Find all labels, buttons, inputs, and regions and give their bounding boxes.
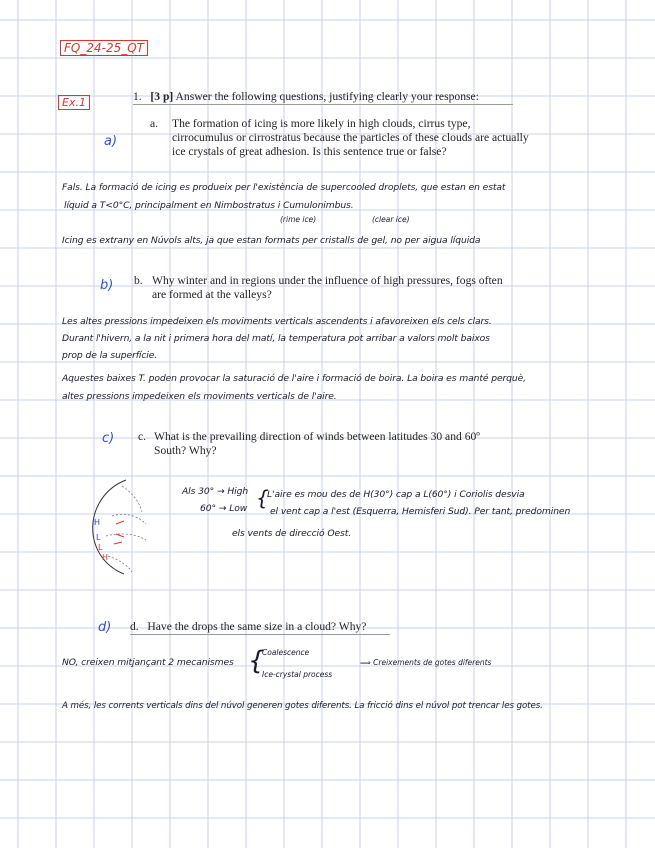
part-a-line-2: cirrocumulus or cirrostratus because the particles of these clouds are actually [172, 131, 529, 144]
part-b-marker: b) [100, 278, 114, 293]
part-b-answer-4: Aquestes baixes T. poden provocar la saturació de l'aire i formació de boira. La boira es manté perquè, [62, 373, 526, 384]
part-d-line-1: Have the drops the same size in a cloud? Why? [147, 620, 367, 633]
part-b-line-1: Why winter and in regions under the influence of high pressures, fogs often [152, 274, 503, 287]
part-c-answer-2: el vent cap a l'est (Esquerra, Hemisferi Sud). Per tant, predominen [270, 506, 571, 517]
part-a-answer-1: Fals. La formació de icing es produeix per l'existència de supercooled droplets, que estan en estat [62, 182, 506, 193]
part-c-question [154, 430, 574, 458]
part-a-letter: a. [150, 117, 159, 130]
part-d-letter: d. [130, 620, 139, 633]
cell-arc-4 [108, 556, 132, 572]
sketch-label-h1: H [94, 518, 101, 527]
part-d-answer-2: A més, les corrents verticals dins del núvol generen gotes diferents. La fricció dins el núvol pot trencar les gotes. [62, 701, 543, 711]
part-d-ice-crystal: Ice-crystal process [262, 670, 333, 679]
part-b-question [152, 274, 572, 302]
sketch-label-h2: H [102, 553, 109, 562]
exercise-tag: Ex.1 [62, 96, 86, 109]
sketch-label-l2: L [98, 543, 103, 552]
part-a-note-clear: (clear ice) [372, 215, 410, 224]
part-d-result: ⟹ Creixements de gotes diferents [360, 658, 492, 667]
part-c-letter: c. [138, 430, 147, 443]
globe-sketch [66, 476, 176, 576]
part-a-marker: a) [104, 134, 118, 149]
part-b-answer-3: prop de la superfície. [62, 350, 158, 361]
part-c-marker: c) [102, 431, 115, 446]
exercise-tag-box [58, 95, 90, 110]
part-c-answer-3: els vents de direcció Oest. [232, 528, 352, 539]
part-c-answer-1: L'aire es mou des de H(30°) cap a L(60°) i Coriolis desvia [267, 489, 525, 500]
question-prompt: Answer the following questions, justifying clearly your response: [175, 90, 479, 103]
exam-code: FQ_24-25_QT [64, 41, 144, 55]
part-a-answer-2: líquid a T<0°C, principalment en Nimbostratus i Cumulonimbus. [64, 200, 354, 211]
part-b-letter: b. [134, 274, 143, 287]
part-d-answer-1: NO, creixen mitjançant 2 mecanismes [62, 657, 234, 668]
part-d-question [130, 620, 390, 635]
part-d-coalescence: Coalescence [262, 648, 310, 657]
part-a-answer-3: Icing es extrany en Núvols alts, ja que estan formats per cristalls de gel, no per aigua líquida [62, 235, 481, 246]
part-b-answer-2: Durant l'hivern, a la nit i primera hora del matí, la temperatura pot arribar a valors molt baixos [62, 333, 490, 344]
part-d-marker: d) [98, 620, 112, 635]
part-c-answer-high: Als 30° → High [182, 486, 249, 497]
globe-outline [93, 480, 126, 574]
cell-arc-3 [106, 534, 146, 540]
part-d-brace: { [248, 646, 265, 676]
part-b-answer-1: Les altes pressions impedeixen els moviments verticals ascendents i afavoreixen els cels clars. [62, 316, 492, 327]
part-c-answer-low: 60° → Low [200, 503, 248, 514]
part-c-brace: { [256, 486, 269, 510]
part-a-question [172, 117, 582, 159]
question-stem [133, 90, 513, 105]
exam-code-box [60, 40, 148, 56]
part-a-note-rime: (rime ice) [280, 215, 317, 224]
sketch-label-l1: L [96, 533, 101, 542]
cell-arc-1 [122, 486, 142, 512]
question-points: [3 p] [150, 90, 174, 103]
part-b-line-2: are formed at the valleys? [152, 288, 272, 301]
question-number: 1. [133, 90, 142, 103]
part-a-line-1: The formation of icing is more likely in high clouds, cirrus type, [172, 117, 471, 130]
cell-arc-2 [112, 514, 146, 524]
wind-arrows [114, 521, 124, 544]
part-c-line-2: South? Why? [154, 444, 217, 457]
part-b-answer-5: altes pressions impedeixen els moviments verticals de l'aire. [62, 391, 337, 402]
part-c-line-1: What is the prevailing direction of winds between latitudes 30 and 60º [154, 430, 480, 443]
part-a-line-3: ice crystals of great adhesion. Is this sentence true or false? [172, 145, 447, 158]
